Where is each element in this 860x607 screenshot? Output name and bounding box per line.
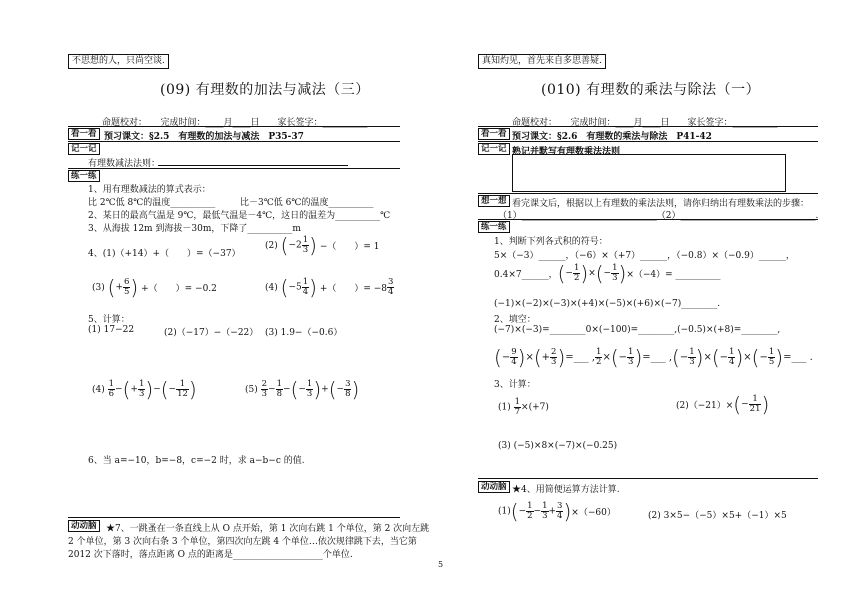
right-q2a: (−7)×(−3)=________0×(−100)=________,(−0.5)×(+8)=________, <box>494 325 781 335</box>
num: 1 <box>138 379 145 389</box>
left-q4-3: (3) (+ $\frac{6}{5}$ ) +（ ）= −0.2 <box>92 275 217 300</box>
left-q2: 2、某日的最高气温是 9℃，最低气温是－4℃，这日的温差为__________℃ <box>88 211 391 221</box>
post: −（ ）= 1 <box>319 242 380 252</box>
left-preview: 预习课文：§2.5 有理数的加法与减法 P35-37 <box>104 132 304 142</box>
right-q4-2: (2) 3×5−（−5）×5+（−1）×5 <box>648 511 787 521</box>
divider <box>68 517 400 518</box>
num: 1 <box>612 263 618 273</box>
right-q4: ★4、用简便运算方法计算. <box>512 485 620 495</box>
den: 4 <box>511 357 517 367</box>
right-q3-1 <box>498 398 549 417</box>
den: 2 <box>596 357 602 367</box>
den: 3 <box>302 245 309 255</box>
right-think-tag: 想一想 <box>478 195 510 207</box>
post: ×（−4）= __________ <box>626 270 721 280</box>
right-note-text: 熟记并默写有理数乘法法则 <box>512 147 621 157</box>
left-q7-line1: ★7、一跳蚤在一条直线上从 O 点开始，第 1 次向右跳 1 个单位，第 2 次向左跳 <box>106 524 430 534</box>
den: 4 <box>302 287 309 297</box>
num: 3 <box>557 501 563 511</box>
left-q5-5: (5) $\frac{2}{3}$ − $\frac{1}{8}$ −(− $\frac{1}{3}$ )+(− $\frac{3}{8}$ ) <box>245 377 360 402</box>
sign: + <box>115 282 123 293</box>
num: 9 <box>511 347 517 357</box>
num: 1 <box>514 397 521 407</box>
num: 1 <box>768 347 775 357</box>
num: 1 <box>176 380 189 390</box>
right-q1: 1、判断下列各式积的符号： <box>494 237 608 247</box>
num: 1 <box>527 501 533 511</box>
den: 3 <box>306 389 313 399</box>
num: 1 <box>573 263 580 273</box>
right-q1c: (−1)×(−2)×(−3)×(+4)×(−5)×(+6)×(−7)________. <box>494 299 721 309</box>
left-q1a: 比 2℃低 8℃的温度__________ <box>88 198 216 208</box>
left-q1b: 比－3℃低 6℃的温度__________ <box>240 198 374 208</box>
right-q4-1: (1)(− $\frac{1}{2}$ − $\frac{1}{3}$ + $\frac{3}{4}$ )×（−60） <box>498 499 616 524</box>
right-q3-3: (3) (−5)×8×(−7)×(−0.25) <box>498 441 618 451</box>
right-practice-tag: 练一练 <box>478 221 510 233</box>
right-q2b: (− $\frac{9}{4}$ )×(+ $\frac{2}{3}$ )=___ , $\frac{1}{2}$ ×(− $\frac{1}{3}$ )=___ ,(− $\frac{1}{3}$ )×(− $\frac{1}{4}$ )×(− $\frac{1}{5}$ )=___ . <box>494 345 813 370</box>
den: 8 <box>276 389 283 399</box>
left-q1: 1、用有理数减法的算式表示： <box>88 185 211 195</box>
rule-write-box[interactable] <box>512 154 786 192</box>
divider <box>68 141 400 142</box>
den: 3 <box>261 389 268 399</box>
den: 3 <box>542 511 548 521</box>
right-q1b: 0.4×7______，(− $\frac{1}{2}$ )×(− $\frac{1}{3}$ )×（−4）= __________ <box>494 261 721 286</box>
left-brain-tag: 动动脑 <box>68 520 100 532</box>
den: 4 <box>388 287 394 297</box>
label: (1) <box>498 506 511 517</box>
right-brain-tag: 动动脑 <box>478 481 510 493</box>
right-q3-2: (2)（−21）×(− $\frac{1}{21}$ ) <box>676 392 770 417</box>
whole: −5 <box>288 282 302 293</box>
num: 1 <box>108 379 115 389</box>
num: 1 <box>542 501 548 511</box>
left-note-tag: 记一记 <box>68 143 100 155</box>
pre: 0.4×7______， <box>494 270 558 280</box>
right-think-blanks: （1）______________________________（2）______________________________. <box>498 211 819 221</box>
left-q6: 6、当 a=−10，b=−8，c=−2 时，求 a−b−c 的值. <box>88 456 305 466</box>
num: 1 <box>628 347 634 357</box>
left-q3: 3、从海拔 12m 到海拔－30m，下降了__________m <box>88 224 301 234</box>
page-number: 5 <box>438 560 444 569</box>
num: 1 <box>302 277 309 287</box>
right-q2: 2、填空： <box>494 315 536 325</box>
left-q5-4: (4) $\frac{1}{6}$ −(+ $\frac{1}{3}$ )−(− $\frac{1}{12}$ ) <box>92 377 197 402</box>
den: 5 <box>768 357 775 367</box>
den: 7 <box>514 407 521 417</box>
num: 2 <box>261 379 268 389</box>
label: (4) <box>92 385 105 395</box>
left-q5-3: (3) 1.9−（−0.6） <box>265 328 343 338</box>
left-look-tag: 看一看 <box>68 128 100 140</box>
divider <box>68 126 400 127</box>
divider <box>68 168 400 169</box>
post: ×（−60） <box>571 508 616 518</box>
right-look-tag: 看一看 <box>478 128 510 140</box>
label: (2)（−21）× <box>676 401 734 411</box>
den: 3 <box>628 357 634 367</box>
label: (5) <box>245 385 258 395</box>
right-title: (010) 有理数的乘法与除法（一） <box>541 82 761 98</box>
num: 1 <box>306 379 313 389</box>
den: 3 <box>551 357 557 367</box>
divider <box>478 193 818 194</box>
right-q3: 3、计算： <box>494 380 536 390</box>
left-title: (09) 有理数的加法与减法（三） <box>160 82 370 98</box>
label: (2) <box>265 241 278 251</box>
den: 2 <box>573 273 580 283</box>
den: 4 <box>557 511 563 521</box>
rule-blank-line <box>158 165 348 166</box>
num: 3 <box>388 277 394 287</box>
divider <box>478 478 818 479</box>
left-q4-2: (2) (−2 $\frac{1}{3}$ ) −（ ）= 1 <box>265 233 380 258</box>
label: (1) <box>498 402 511 413</box>
num: 1 <box>596 347 602 357</box>
right-preview: 预习课文：§2.6 有理数的乘法与除法 P41-42 <box>512 132 712 142</box>
left-practice-tag: 练一练 <box>68 170 100 182</box>
label: (4) <box>265 283 278 293</box>
num: 1 <box>749 395 762 405</box>
den: 12 <box>177 389 188 399</box>
right-note-tag: 记一记 <box>478 143 510 155</box>
num: 1 <box>302 235 309 245</box>
den: 5 <box>123 287 130 297</box>
post: +（ ）= −0.2 <box>141 284 217 294</box>
left-q4-4: (4) (−5 $\frac{1}{4}$ ) +（ ）= −8 $\frac{3}{4}$ <box>265 275 394 300</box>
den: 2 <box>527 511 533 521</box>
right-meta: 命题校对： 完成时间：____月____日 家长签字：__________ <box>512 118 778 128</box>
den: 4 <box>729 357 735 367</box>
left-q5-1: (1) 17−22 <box>88 325 135 335</box>
left-q7-line2: 2 个单位，第 3 次向右条 3 个单位，第四次向左跳 4 个单位…依次规律跳下去，当它第 <box>68 537 417 547</box>
den: 3 <box>138 389 145 399</box>
left-q5: 5、计算： <box>88 315 130 325</box>
post: ×(+7) <box>521 402 549 413</box>
label: (3) <box>92 283 105 293</box>
left-q4-1: 4、(1)（+14）+（ ）=（−37） <box>88 249 241 259</box>
right-q1a: 5×（−3）______，（−6）×（+7）______，（−0.8）×（−0.9）______， <box>494 251 795 261</box>
divider <box>478 219 818 220</box>
den: 3 <box>612 273 618 283</box>
num: 1 <box>729 347 735 357</box>
left-q7-line3: 2012 次下落时，落点距离 O 点的距离是____________________个单位. <box>68 550 353 560</box>
left-meta: 命题校对： 完成时间：____月____日 家长签字：__________ <box>102 118 368 128</box>
right-think-text: 看完课文后，根据以上有理数的乘法法则，请你归纳出有理数乘法的步骤： <box>512 199 810 209</box>
left-motto: 不思想的人，只尚空谈. <box>68 54 169 69</box>
divider <box>478 126 818 127</box>
den: 3 <box>689 357 695 367</box>
num: 6 <box>123 277 130 287</box>
right-motto: 真知灼见，首先来自多思善疑. <box>478 54 606 69</box>
den: 6 <box>108 389 115 399</box>
left-rule-label: 有理数减法法则： <box>88 159 161 169</box>
post: +（ ）= −8 <box>319 284 388 294</box>
num: 2 <box>551 347 557 357</box>
den: 21 <box>749 404 761 414</box>
divider <box>478 141 818 142</box>
num: 1 <box>276 379 283 389</box>
num: 3 <box>345 379 351 389</box>
den: 8 <box>345 389 351 399</box>
num: 1 <box>689 347 695 357</box>
whole: −2 <box>288 240 302 251</box>
left-q5-2: (2)（−17）−（−22） <box>164 328 259 338</box>
